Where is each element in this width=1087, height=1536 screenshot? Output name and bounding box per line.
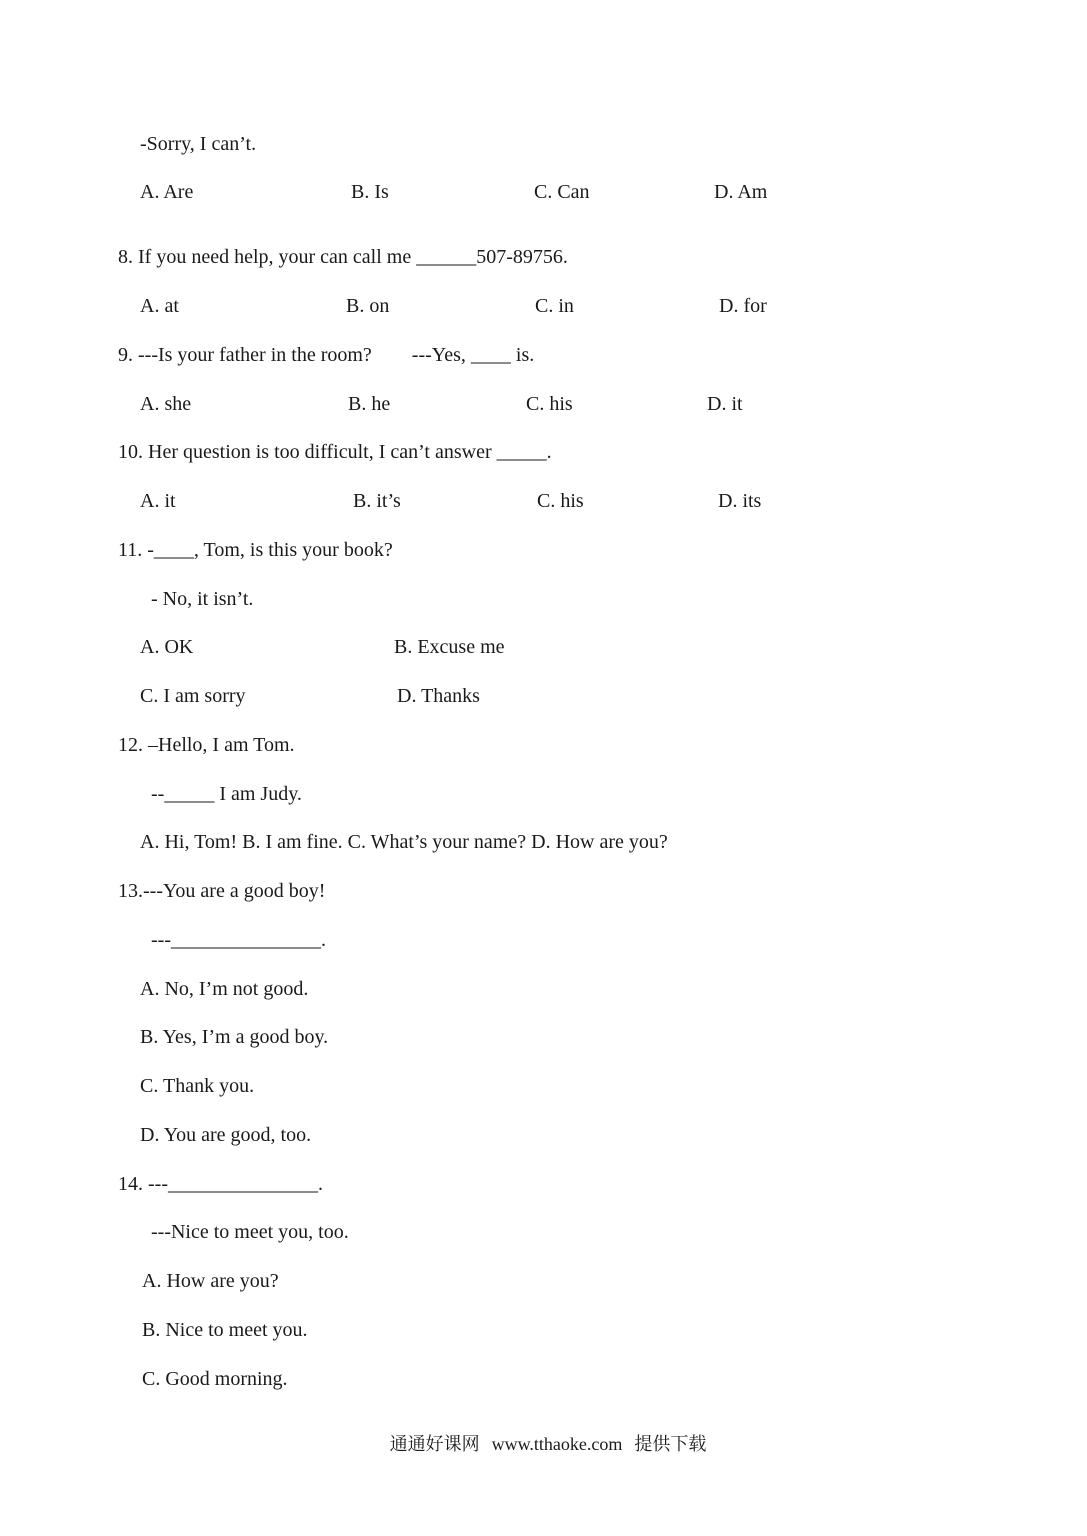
q7-option-d: D. Am [714, 181, 768, 203]
footer-site-name: 通通好课网 [389, 1434, 480, 1454]
q9-option-a: A. she [140, 393, 192, 415]
q9-question: 9. ---Is your father in the room? ---Yes, ____ is. [118, 344, 535, 366]
q7-answer-line: -Sorry, I can’t. [140, 133, 257, 155]
page-footer [0, 1408, 1087, 1456]
q14-option-b: B. Nice to meet you. [142, 1319, 308, 1341]
q10-option-a: A. it [140, 490, 176, 512]
q10-option-c: C. his [537, 490, 584, 512]
q11-option-b: B. Excuse me [394, 636, 505, 658]
q11-reply: - No, it isn’t. [151, 588, 254, 610]
q8-option-c: C. in [535, 295, 574, 317]
q10-question: 10. Her question is too difficult, I can’t answer _____. [118, 441, 552, 463]
q13-option-d: D. You are good, too. [140, 1124, 312, 1146]
q13-option-a: A. No, I’m not good. [140, 978, 309, 1000]
q7-option-c: C. Can [534, 181, 590, 203]
q14-option-c: C. Good morning. [142, 1368, 288, 1390]
q12-options: A. Hi, Tom! B. I am fine. C. What’s your name? D. How are you? [140, 831, 668, 853]
q12-reply: --_____ I am Judy. [151, 783, 302, 805]
q8-question: 8. If you need help, your can call me ______507-89756. [118, 246, 568, 268]
q13-reply: ---_______________. [151, 929, 326, 951]
q14-option-a: A. How are you? [142, 1270, 279, 1292]
q11-option-a: A. OK [140, 636, 194, 658]
q14-question: 14. ---_______________. [118, 1173, 323, 1195]
q9-option-d: D. it [707, 393, 743, 415]
q8-option-b: B. on [346, 295, 390, 317]
q8-option-d: D. for [719, 295, 767, 317]
q13-question: 13.---You are a good boy! [118, 880, 326, 902]
q13-option-b: B. Yes, I’m a good boy. [140, 1026, 329, 1048]
q10-option-b: B. it’s [353, 490, 401, 512]
q12-question: 12. –Hello, I am Tom. [118, 734, 295, 756]
q14-reply: ---Nice to meet you, too. [151, 1221, 349, 1243]
q9-option-b: B. he [348, 393, 391, 415]
q8-option-a: A. at [140, 295, 179, 317]
q11-option-c: C. I am sorry [140, 685, 246, 707]
q13-option-c: C. Thank you. [140, 1075, 255, 1097]
q11-option-d: D. Thanks [397, 685, 480, 707]
q7-option-a: A. Are [140, 181, 194, 203]
q10-option-d: D. its [718, 490, 762, 512]
q9-option-c: C. his [526, 393, 573, 415]
footer-suffix: 提供下载 [634, 1434, 707, 1454]
footer-url[interactable]: www.tthaoke.com [491, 1434, 623, 1454]
q11-question: 11. -____, Tom, is this your book? [118, 539, 393, 561]
q7-option-b: B. Is [351, 181, 389, 203]
